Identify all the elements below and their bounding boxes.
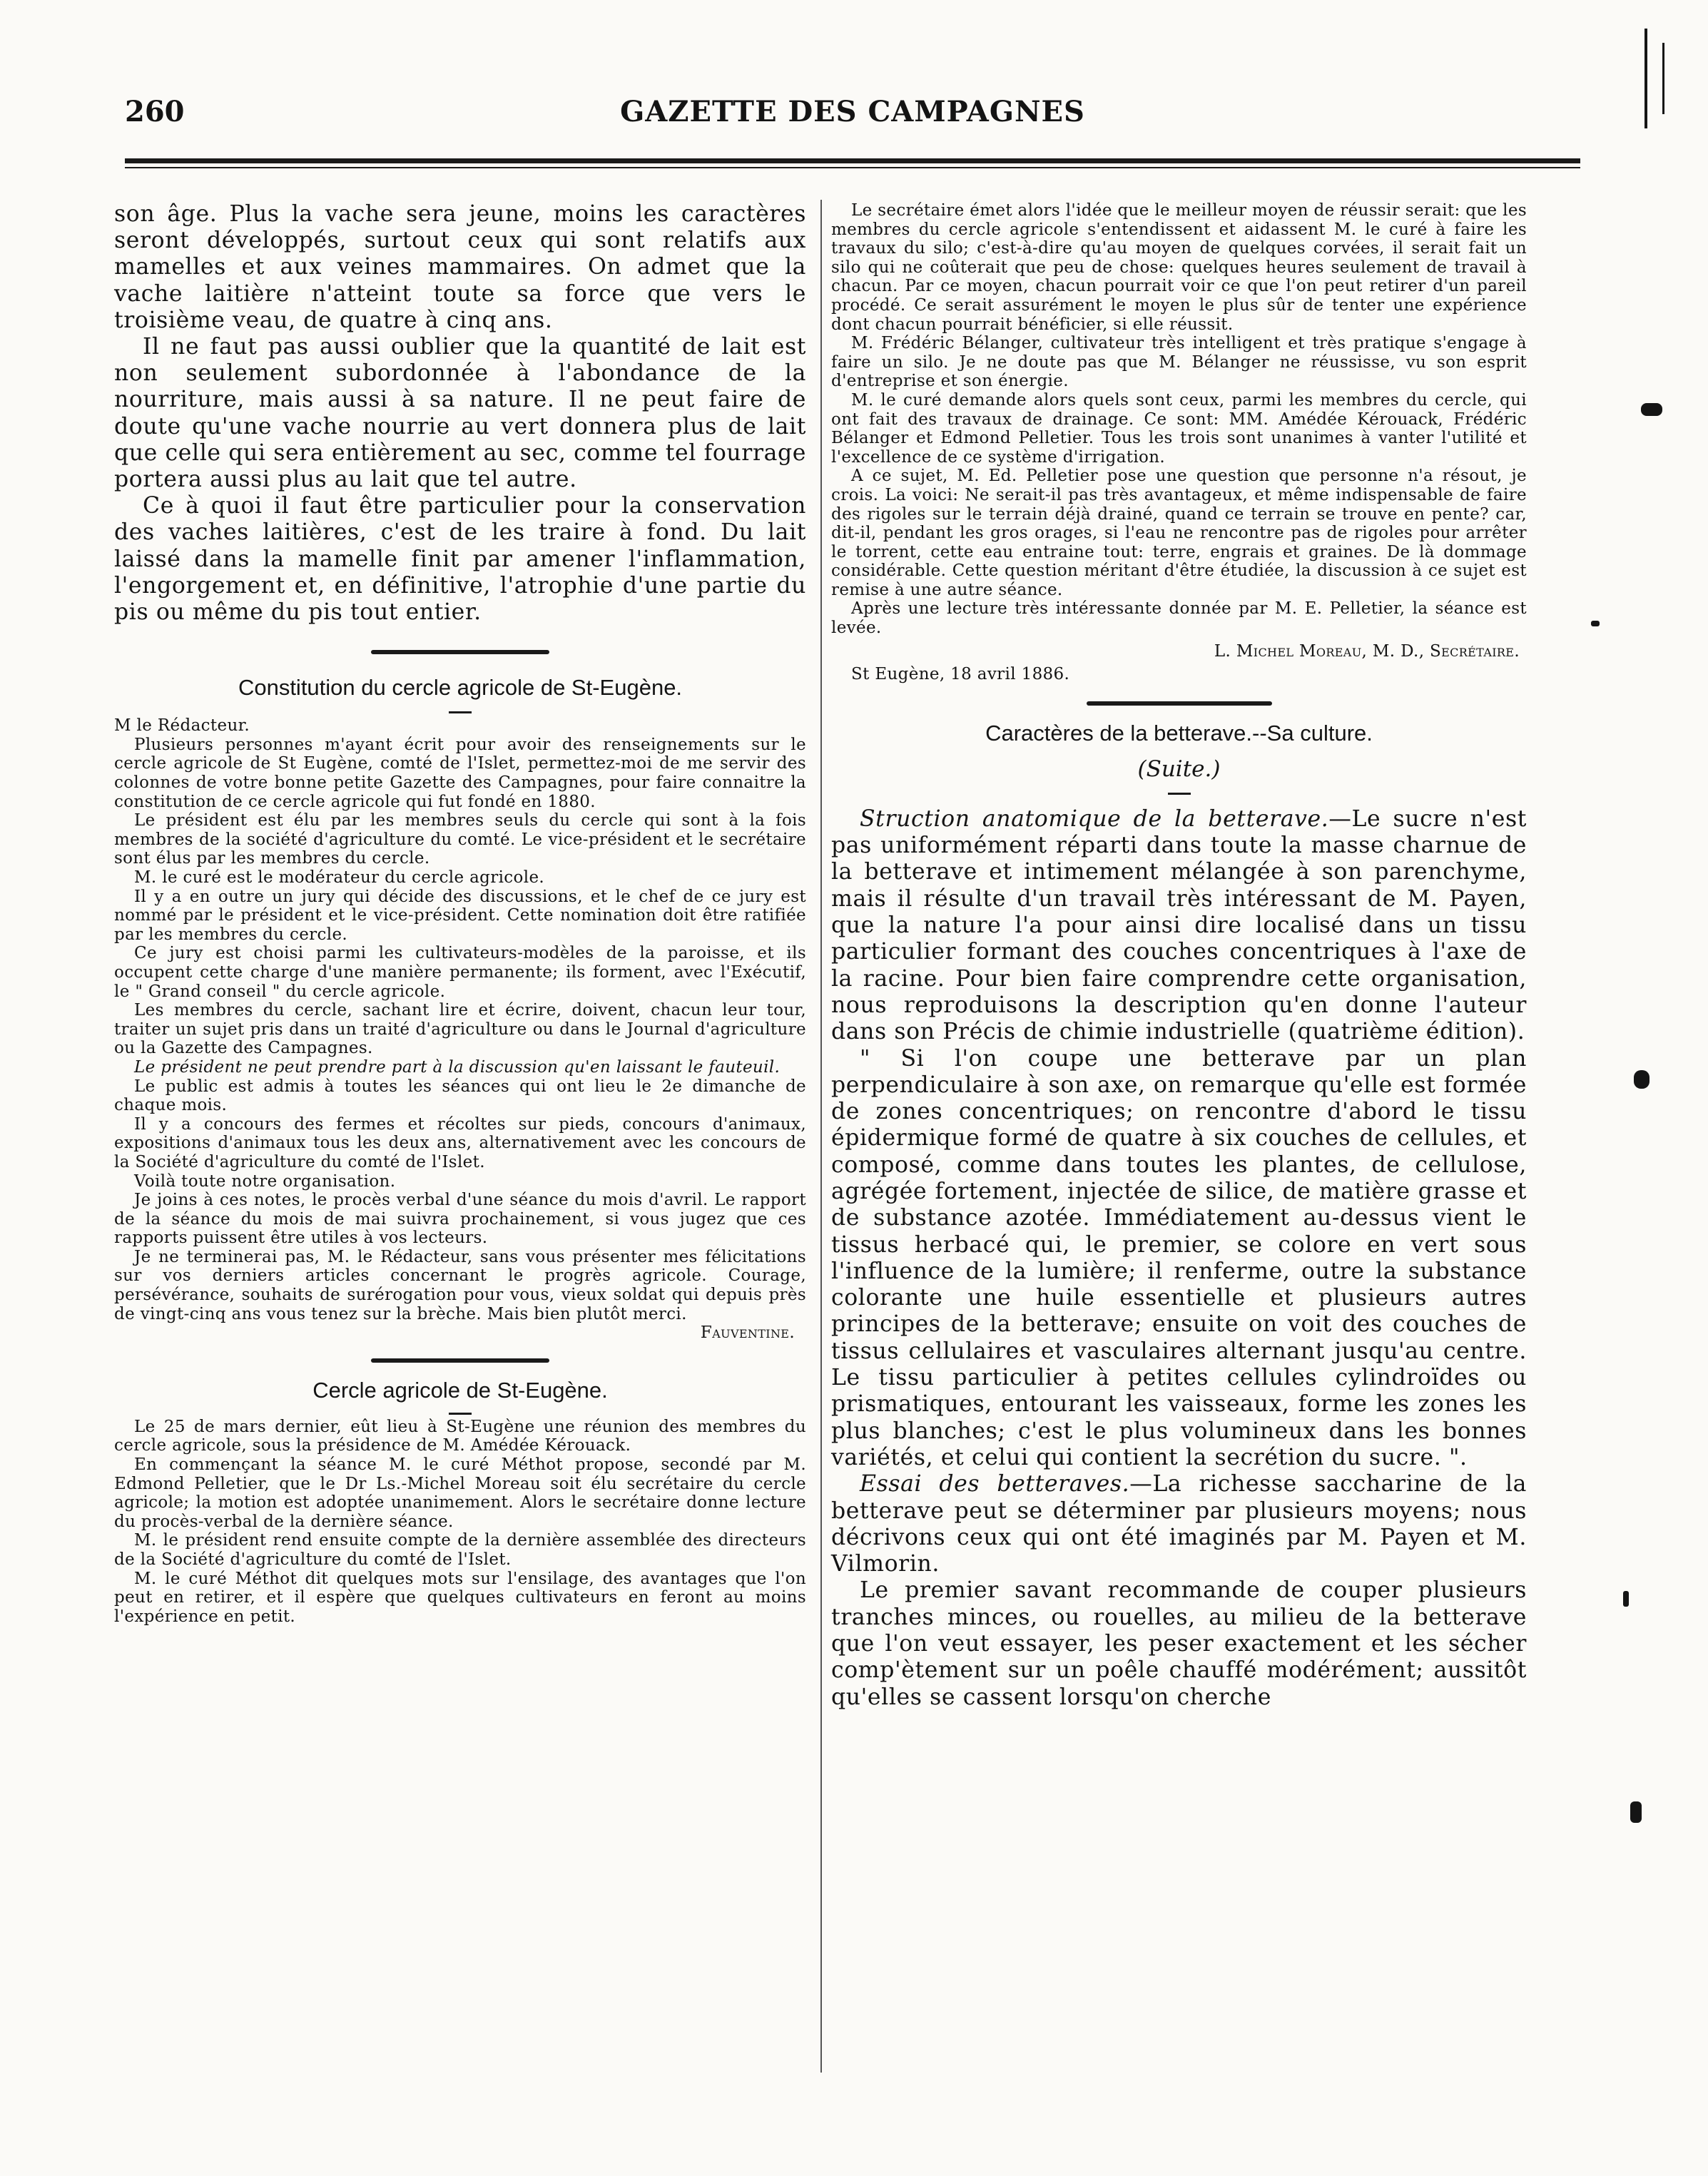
paragraph: Le secrétaire émet alors l'idée que le meilleur moyen de réussir serait: que les membres du cercle agricole s'entendissent et aidassent M. le curé à faire les travaux du silo; c'est-à-dire qu'au moyen de quelques corvées, il serait fait un silo qui ne coûterait que peu de chose: quelques heures seulement de travail à chacun. Par ce moyen, chacun pourrait voir ce que l'on peut retirer d'un pareil procédé. Ce serait assurément le moyen le plus sûr de tenter une expérience dont chacun pourrait bénéficier, si elle réussit. bbox=[831, 201, 1527, 334]
paragraph bbox=[831, 1471, 1527, 1577]
section-subheading: (Suite.) bbox=[1137, 756, 1221, 782]
ink-blot bbox=[1630, 1801, 1642, 1823]
paragraph: Ce jury est choisi parmi les cultivateurs-modèles de la paroisse, et ils occupent cette charge d'une manière permanente; ils forment, avec l'Exécutif, le " Grand conseil " du cercle agricole. bbox=[114, 944, 806, 1001]
section-heading: Cercle agricole de St-Eugène. bbox=[312, 1377, 608, 1403]
paragraph: M. le curé demande alors quels sont ceux, parmi les membres du cercle, qui ont fait des travaux de drainage. Ce sont: MM. Amédée Kérouack, Frédéric Bélanger et Edmond Pelletier. Tous les trois sont unanimes à vanter l'utilité et l'excellence de ce système d'irrigation. bbox=[831, 390, 1527, 467]
dateline: St Eugène, 18 avril 1886. bbox=[851, 665, 1070, 684]
running-title: GAZETTE DES CAMPAGNES bbox=[620, 95, 1085, 128]
paragraph: Les membres du cercle, sachant lire et écrire, doivent, chacun leur tour, traiter un sujet pris dans un traité d'agriculture ou dans le Journal d'agriculture ou la Gazette des Campagnes. bbox=[114, 1001, 806, 1058]
ink-blot bbox=[1623, 1591, 1629, 1607]
right-column bbox=[831, 201, 1527, 1711]
paragraph-lead: Essai des betteraves. bbox=[860, 1471, 1130, 1498]
paragraph: Voilà toute notre organisation. bbox=[134, 1171, 396, 1191]
paragraph: Le premier savant recommande de couper plusieurs tranches minces, ou rouelles, au milieu de la betterave que l'on veut essayer, les peser exactement et les sécher comp'ètement sur un poêle chauffé modérément; aussitôt qu'elles se cassent lorsqu'on cherche bbox=[831, 1577, 1527, 1710]
paragraph: M. le curé Méthot dit quelques mots sur l'ensilage, des avantages que l'on peut en retirer, et il espère que quelques cultivateurs en feront au moins l'expérience en petit. bbox=[114, 1569, 806, 1626]
signature: Fauventine. bbox=[700, 1323, 795, 1343]
paragraph: Le 25 de mars dernier, eût lieu à St-Eugène une réunion des membres du cercle agricole, sous la présidence de M. Amédée Kérouack. bbox=[114, 1417, 806, 1455]
paragraph: Il y a concours des fermes et récoltes sur pieds, concours d'animaux, expositions d'animaux tous les deux ans, alternativement avec les concours de la Société d'agriculture du comté de l'Islet. bbox=[114, 1114, 806, 1171]
column-divider bbox=[820, 200, 822, 2073]
paragraph: Le président ne peut prendre part à la discussion qu'en laissant le fauteuil. bbox=[134, 1057, 781, 1077]
ink-blot bbox=[1634, 1070, 1649, 1089]
scan-mark bbox=[1662, 43, 1664, 114]
ink-blot bbox=[1591, 621, 1600, 626]
paragraph: En commençant la séance M. le curé Méthot propose, secondé par M. Edmond Pelletier, que le Dr Ls.-Michel Moreau soit élu secrétaire du cercle agricole; la motion est adoptée unanimement. Alors le secrétaire donne lecture du procès-verbal de la dernière séance. bbox=[114, 1455, 806, 1531]
paragraph: " Si l'on coupe une betterave par un plan perpendiculaire à son axe, on remarque qu'elle est formée de zones concentriques; on rencontre d'abord le tissu épidermique formé de quatre à six couches de cellules, et composé, comme dans toutes les plantes, de cellulose, agrégée fortement, injectée de silice, de matière grasse et de substance azotée. Immédiatement au-dessus vient le tissus herbacé qui, le premier, se colore en vert sous l'influence de la lumière; il renferme, outre la substance colorante une huile essentielle et plusieurs autres principes de la betterave; ensuite on voit des couches de tissus cellulaires et vasculaires alternant jusqu'au centre. Le tissu particulier à petites cellules cylindroïdes ou prismatiques, entourant les vaisseaux, forme les zones les plus blanches; c'est le plus volumineux dans les bonnes variétés, et celui qui contient la secrétion du sucre. ". bbox=[831, 1045, 1527, 1470]
paragraph: A ce sujet, M. Ed. Pelletier pose une question que personne n'a résout, je crois. La voici: Ne serait-il pas très avantageux, et même indispensable de faire des rigoles sur le terrain déjà drainé, quand ce terrain se trouve en pente? car, dit-il, pendant les gros orages, si l'eau ne rencontre pas de rigoles pour arrêter le torrent, cette eau entraine tout: terre, engrais et graines. De là dommage considérable. Cette question méritant d'être étudiée, la discussion à ce sujet est remise à une autre séance. bbox=[831, 467, 1527, 599]
paragraph: M. Frédéric Bélanger, cultivateur très intelligent et très pratique s'engage à faire un silo. Je ne doute pas que M. Bélanger ne réussisse, vu son esprit d'entreprise et son énergie. bbox=[831, 334, 1527, 391]
header-rule-thin bbox=[125, 167, 1580, 168]
paragraph bbox=[831, 806, 1527, 1046]
paragraph-body: —Le sucre n'est pas uniformément réparti dans toute la masse charnue de la betterave et intimement mélangée à son parenchyme, mais il résulte d'un travail très intéressant de M. Payen, que la nature l'a pour ainsi dire localisé dans un tissu particulier formant des couches concentriques à l'axe de la racine. Pour bien faire comprendre cette organisation, nous reproduisons la description qu'en donne l'auteur dans son Précis de chimie industrielle (quatrième édition). bbox=[831, 805, 1527, 1045]
page-number: 260 bbox=[125, 95, 185, 128]
paragraph: Il ne faut pas aussi oublier que la quantité de lait est non seulement subordonnée à l'abondance de la nourriture, mais aussi à sa nature. Il ne peut faire de doute qu'une vache nourrie au vert donnera plus de lait que celle qui sera entièrement au sec, comme tel fourrage portera aussi plus au lait que tel autre. bbox=[114, 334, 806, 493]
scan-mark bbox=[1645, 29, 1647, 128]
section-heading: Caractères de la betterave.--Sa culture. bbox=[985, 720, 1373, 746]
paragraph: Le président est élu par les membres seuls du cercle qui sont à la fois membres de la société d'agriculture du comté. Le vice-président et le secrétaire sont élus par les membres du cercle. bbox=[114, 811, 806, 868]
left-column bbox=[114, 201, 806, 1626]
paragraph: Après une lecture très intéressante donnée par M. E. Pelletier, la séance est levée. bbox=[831, 599, 1527, 638]
signature: L. Michel Moreau, M. D., Secrétaire. bbox=[1214, 641, 1520, 661]
paragraph: son âge. Plus la vache sera jeune, moins les caractères seront développés, surtout ceux qui sont relatifs aux mamelles et aux veines mammaires. On admet que la vache laitière n'atteint toute sa force que vers le troisième veau, de quatre à cinq ans. bbox=[114, 201, 806, 333]
paragraph-body: —La richesse saccharine de la betterave peut se déterminer par plusieurs moyens; nous décrivons ceux qui ont été imaginés par M. Payen et M. Vilmorin. bbox=[831, 1471, 1527, 1577]
paragraph: Il y a en outre un jury qui décide des discussions, et le chef de ce jury est nommé par le président et le vice-président. Cette nomination doit être ratifiée par les membres du cercle. bbox=[114, 887, 806, 944]
salutation: M le Rédacteur. bbox=[114, 716, 250, 736]
section-heading: Constitution du cercle agricole de St-Eugène. bbox=[238, 675, 683, 701]
paragraph: M. le curé est le modérateur du cercle agricole. bbox=[134, 868, 545, 887]
paragraph-lead: Struction anatomique de la betterave. bbox=[860, 805, 1329, 832]
page-header bbox=[125, 89, 1580, 139]
header-rule bbox=[125, 158, 1580, 163]
ink-blot bbox=[1641, 403, 1662, 416]
paragraph: Le public est admis à toutes les séances qui ont lieu le 2e dimanche de chaque mois. bbox=[114, 1077, 806, 1115]
paragraph: M. le président rend ensuite compte de la dernière assemblée des directeurs de la Société d'agriculture du comté de l'Islet. bbox=[114, 1531, 806, 1569]
paragraph: Je joins à ces notes, le procès verbal d'une séance du mois d'avril. Le rapport de la séance du mois de mai suivra prochainement, si vous jugez que ces rapports puissent être utiles à vos lecteurs. bbox=[114, 1191, 806, 1248]
paragraph: Plusieurs personnes m'ayant écrit pour avoir des renseignements sur le cercle agricole de St Eugène, comté de l'Islet, permettez-moi de me servir des colonnes de votre bonne petite Gazette des Campagnes, pour faire connaitre la constitution de ce cercle agricole qui fut fondé en 1880. bbox=[114, 735, 806, 811]
paragraph: Ce à quoi il faut être particulier pour la conservation des vaches laitières, c'est de les traire à fond. Du lait laissé dans la mamelle finit par amener l'inflammation, l'engorgement et, en définitive, l'atrophie d'une partie du pis ou même du pis tout entier. bbox=[114, 493, 806, 626]
paragraph: Je ne terminerai pas, M. le Rédacteur, sans vous présenter mes félicitations sur vos derniers articles concernant le progrès agricole. Courage, persévérance, souhaits de surérogation pour vous, vieux soldat qui depuis près de vingt-cinq ans vous tenez sur la brèche. Mais bien plutôt merci. bbox=[114, 1247, 806, 1323]
